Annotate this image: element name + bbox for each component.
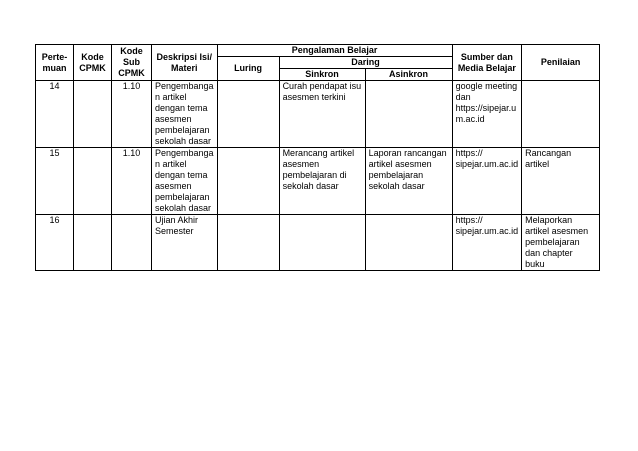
- cell-penilaian: [522, 81, 600, 148]
- header-asinkron: Asinkron: [365, 69, 452, 81]
- cell-sumber: google meeting dan https://sipejar.u m.ac.id: [452, 81, 522, 148]
- cell-kode-cpmk: [74, 81, 112, 148]
- cell-penilaian: Rancangan artikel: [522, 148, 600, 215]
- cell-kode-cpmk: [74, 148, 112, 215]
- header-deskripsi: Deskripsi Isi/ Materi: [152, 45, 218, 81]
- cell-luring: [217, 148, 279, 215]
- cell-sinkron: [279, 215, 365, 271]
- cell-luring: [217, 215, 279, 271]
- rps-table: [35, 44, 600, 271]
- header-daring: Daring: [279, 57, 452, 69]
- table-row: [36, 148, 600, 215]
- cell-deskripsi: Ujian Akhir Semester: [152, 215, 218, 271]
- cell-pertemuan: 14: [36, 81, 74, 148]
- header-sumber-media: Sumber dan Media Belajar: [452, 45, 522, 81]
- cell-luring: [217, 81, 279, 148]
- cell-deskripsi: Pengembanga n artikel dengan tema asesmen pembelajaran sekolah dasar: [152, 81, 218, 148]
- cell-sumber: https:// sipejar.um.ac.id: [452, 215, 522, 271]
- cell-sumber: https:// sipejar.um.ac.id: [452, 148, 522, 215]
- header-penilaian: Penilaian: [522, 45, 600, 81]
- cell-kode-sub: [112, 215, 152, 271]
- header-luring: Luring: [217, 57, 279, 81]
- cell-asinkron: [365, 81, 452, 148]
- table-row: [36, 81, 600, 148]
- cell-kode-cpmk: [74, 215, 112, 271]
- cell-kode-sub: 1.10: [112, 81, 152, 148]
- header-kode-sub-cpmk: Kode Sub CPMK: [112, 45, 152, 81]
- cell-sinkron: Merancang artikel asesmen pembelajaran di sekolah dasar: [279, 148, 365, 215]
- cell-penilaian: Melaporkan artikel asesmen pembelajaran dan chapter buku: [522, 215, 600, 271]
- cell-deskripsi: Pengembanga n artikel dengan tema asesmen pembelajaran sekolah dasar: [152, 148, 218, 215]
- cell-pertemuan: 15: [36, 148, 74, 215]
- header-sinkron: Sinkron: [279, 69, 365, 81]
- cell-kode-sub: 1.10: [112, 148, 152, 215]
- cell-sinkron: Curah pendapat isu asesmen terkini: [279, 81, 365, 148]
- cell-asinkron: [365, 215, 452, 271]
- header-kode-cpmk: Kode CPMK: [74, 45, 112, 81]
- cell-asinkron: Laporan rancangan artikel asesmen pembelajaran sekolah dasar: [365, 148, 452, 215]
- header-pengalaman-belajar: Pengalaman Belajar: [217, 45, 452, 57]
- header-pertemuan: Perte- muan: [36, 45, 74, 81]
- table-row: [36, 215, 600, 271]
- cell-pertemuan: 16: [36, 215, 74, 271]
